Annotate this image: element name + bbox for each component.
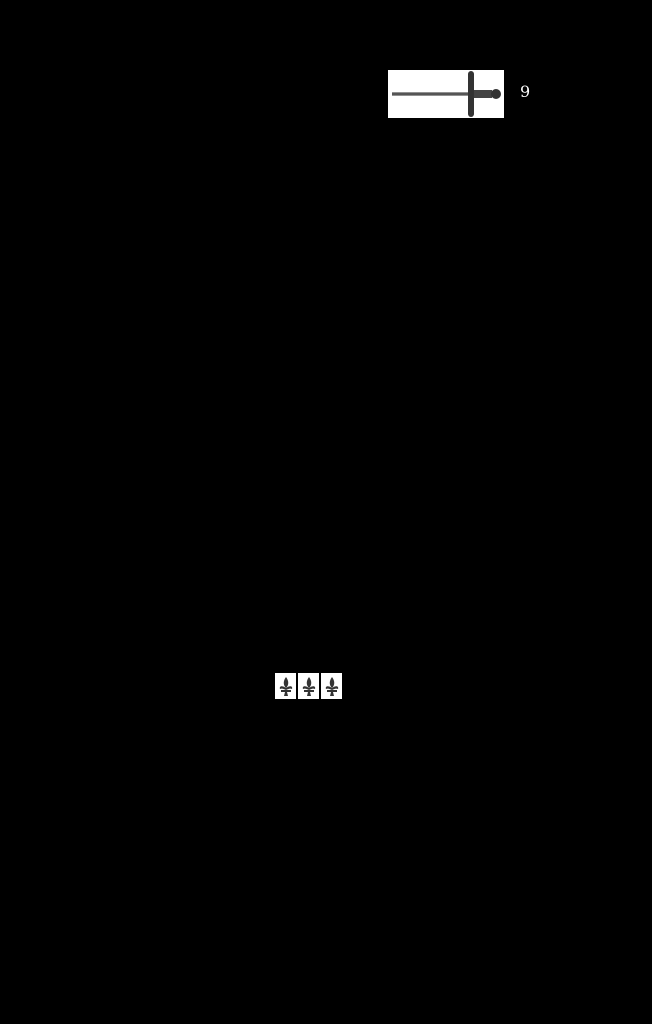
paragraph	[86, 159, 538, 185]
page-number: 9	[520, 82, 531, 101]
paragraph	[86, 765, 538, 791]
paragraph	[86, 185, 538, 211]
paragraph	[86, 816, 538, 842]
paragraph	[86, 597, 538, 623]
running-header	[388, 70, 548, 118]
sword-icon	[388, 70, 504, 118]
paragraph	[86, 339, 538, 365]
paragraph	[86, 546, 538, 572]
paragraph	[86, 236, 538, 262]
body-text-lower	[86, 713, 538, 919]
paragraph	[86, 443, 538, 469]
section-break-ornament	[275, 673, 343, 699]
paragraph	[86, 894, 538, 920]
paragraph	[86, 494, 538, 520]
paragraph	[86, 572, 538, 598]
paragraph	[86, 623, 538, 649]
fleur-de-lis-icon	[298, 673, 319, 699]
paragraph	[86, 133, 538, 159]
paragraph	[86, 391, 538, 417]
paragraph	[86, 417, 538, 443]
paragraph	[86, 210, 538, 236]
fleur-de-lis-icon	[275, 673, 296, 699]
paragraph	[86, 262, 538, 288]
paragraph	[86, 520, 538, 546]
paragraph	[86, 468, 538, 494]
paragraph	[86, 365, 538, 391]
paragraph	[86, 739, 538, 765]
paragraph	[86, 842, 538, 868]
body-text-upper	[86, 133, 538, 649]
paragraph	[86, 790, 538, 816]
paragraph	[86, 288, 538, 314]
paragraph	[86, 713, 538, 739]
paragraph	[86, 868, 538, 894]
fleur-de-lis-icon	[321, 673, 342, 699]
paragraph	[86, 314, 538, 340]
